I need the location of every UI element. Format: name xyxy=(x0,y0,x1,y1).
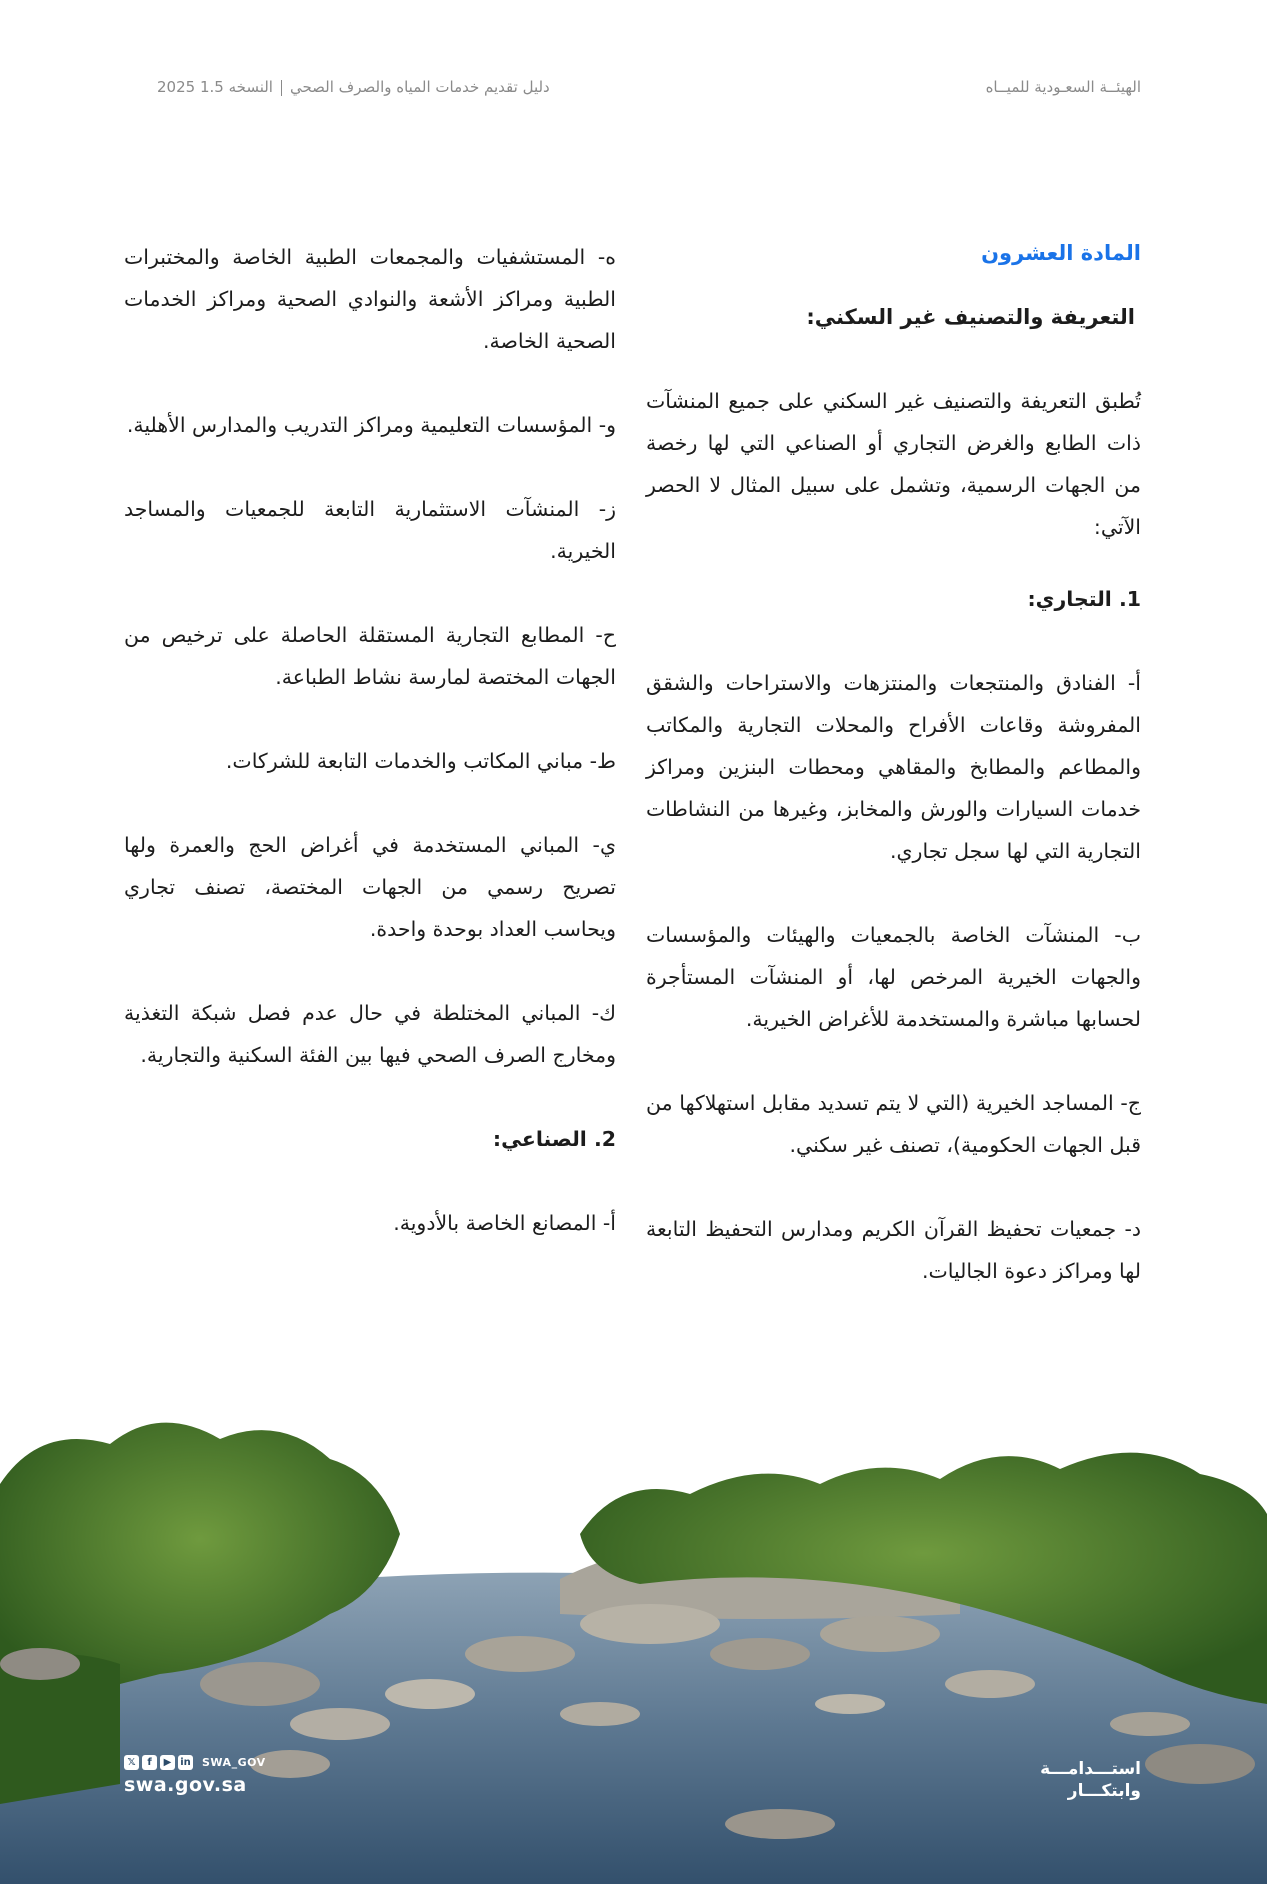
header-doc-info xyxy=(157,78,550,96)
spacer xyxy=(124,782,616,824)
spacer xyxy=(646,338,1141,380)
list-item: د- جمعيات تحفيظ القرآن الكريم ومدارس التحفيظ التابعة لها ومراكز دعوة الجاليات. xyxy=(646,1217,1141,1283)
social-handle: SWA_GOV xyxy=(202,1756,266,1769)
header-doc-title: دليل تقديم خدمات المياه والصرف الصحي xyxy=(289,78,550,96)
spacer xyxy=(124,572,616,614)
footer-contact xyxy=(124,1755,266,1796)
list-item: ه- المستشفيات والمجمعات الطبية الخاصة والمختبرات الطبية ومراكز الأشعة والنوادي الصحية ومراكز الخدمات الصحية الخاصة. xyxy=(124,245,616,353)
list-item: ج- المساجد الخيرية (التي لا يتم تسديد مقابل استهلاكها من قبل الجهات الحكومية)، تصنف غير سكني. xyxy=(646,1091,1141,1157)
list-item: أ- المصانع الخاصة بالأدوية. xyxy=(393,1211,616,1235)
facebook-icon[interactable]: f xyxy=(142,1755,157,1770)
spacer xyxy=(124,1076,616,1118)
slogan-line-1: استـــدامـــة xyxy=(1040,1759,1141,1779)
list-item: ز- المنشآت الاستثمارية التابعة للجمعيات والمساجد الخيرية. xyxy=(124,497,616,563)
commercial-title: 1. التجاري: xyxy=(1027,587,1141,611)
spacer xyxy=(124,362,616,404)
section-title: التعريفة والتصنيف غير السكني: xyxy=(806,305,1135,329)
list-item: ب- المنشآت الخاصة بالجمعيات والهيئات والمؤسسات والجهات الخيرية المرخص لها، أو المنشآت المستأجرة لحسابها مباشرة والمستخدمة للأغراض الخيرية. xyxy=(646,923,1141,1031)
spacer xyxy=(646,1166,1141,1208)
list-item: ح- المطابع التجارية المستقلة الحاصلة على ترخيص من الجهات المختصة لمارسة نشاط الطباعة. xyxy=(124,623,616,689)
industrial-title: 2. الصناعي: xyxy=(492,1127,616,1151)
spacer xyxy=(124,950,616,992)
left-column xyxy=(124,236,616,1244)
header-separator xyxy=(281,80,282,96)
intro-paragraph: تُطبق التعريفة والتصنيف غير السكني على جميع المنشآت ذات الطابع والغرض التجاري أو الصناعي التي لها رخصة من الجهات الرسمية، وتشمل على سبيل المثال لا الحصر الآتي: xyxy=(646,389,1141,539)
spacer xyxy=(646,548,1141,578)
list-item: ي- المباني المستخدمة في أغراض الحج والعمرة ولها تصريح رسمي من الجهات المختصة، تصنف تجاري ويحاسب العداد بوحدة واحدة. xyxy=(124,833,616,941)
list-item: ط- مباني المكاتب والخدمات التابعة للشركات. xyxy=(225,749,616,773)
footer-slogan xyxy=(1040,1758,1141,1802)
list-item: ك- المباني المختلطة في حال عدم فصل شبكة التغذية ومخارج الصرف الصحي فيها بين الفئة السكنية والتجارية. xyxy=(124,1001,616,1067)
linkedin-icon[interactable]: in xyxy=(178,1755,193,1770)
slogan-line-2: وابتكـــار xyxy=(1067,1781,1141,1801)
river-landscape-image xyxy=(0,1364,1267,1884)
spacer xyxy=(646,620,1141,662)
spacer xyxy=(646,1040,1141,1082)
x-icon[interactable]: 𝕏 xyxy=(124,1755,139,1770)
header-org-name: الهيئــة السعـودية للميــاه xyxy=(985,78,1141,96)
right-column xyxy=(646,236,1141,1292)
youtube-icon[interactable]: ▶ xyxy=(160,1755,175,1770)
list-item: و- المؤسسات التعليمية ومراكز التدريب والمدارس الأهلية. xyxy=(126,413,616,437)
website-link[interactable]: swa.gov.sa xyxy=(124,1774,247,1796)
header-version: النسخه 1.5 2025 xyxy=(157,78,273,96)
spacer xyxy=(124,446,616,488)
spacer xyxy=(124,1160,616,1202)
spacer xyxy=(646,872,1141,914)
social-links xyxy=(124,1755,266,1770)
list-item: أ- الفنادق والمنتجعات والمنتزهات والاستراحات والشقق المفروشة وقاعات الأفراح والمحلات التجارية والمكاتب والمطاعم والمطابخ والمقاهي ومحطات البنزين ومراكز خدمات السيارات والورش والمخابز، وغيرها من النشاطات التجارية التي لها سجل تجاري. xyxy=(646,671,1141,863)
spacer xyxy=(124,698,616,740)
article-title: المادة العشرون xyxy=(981,241,1141,265)
